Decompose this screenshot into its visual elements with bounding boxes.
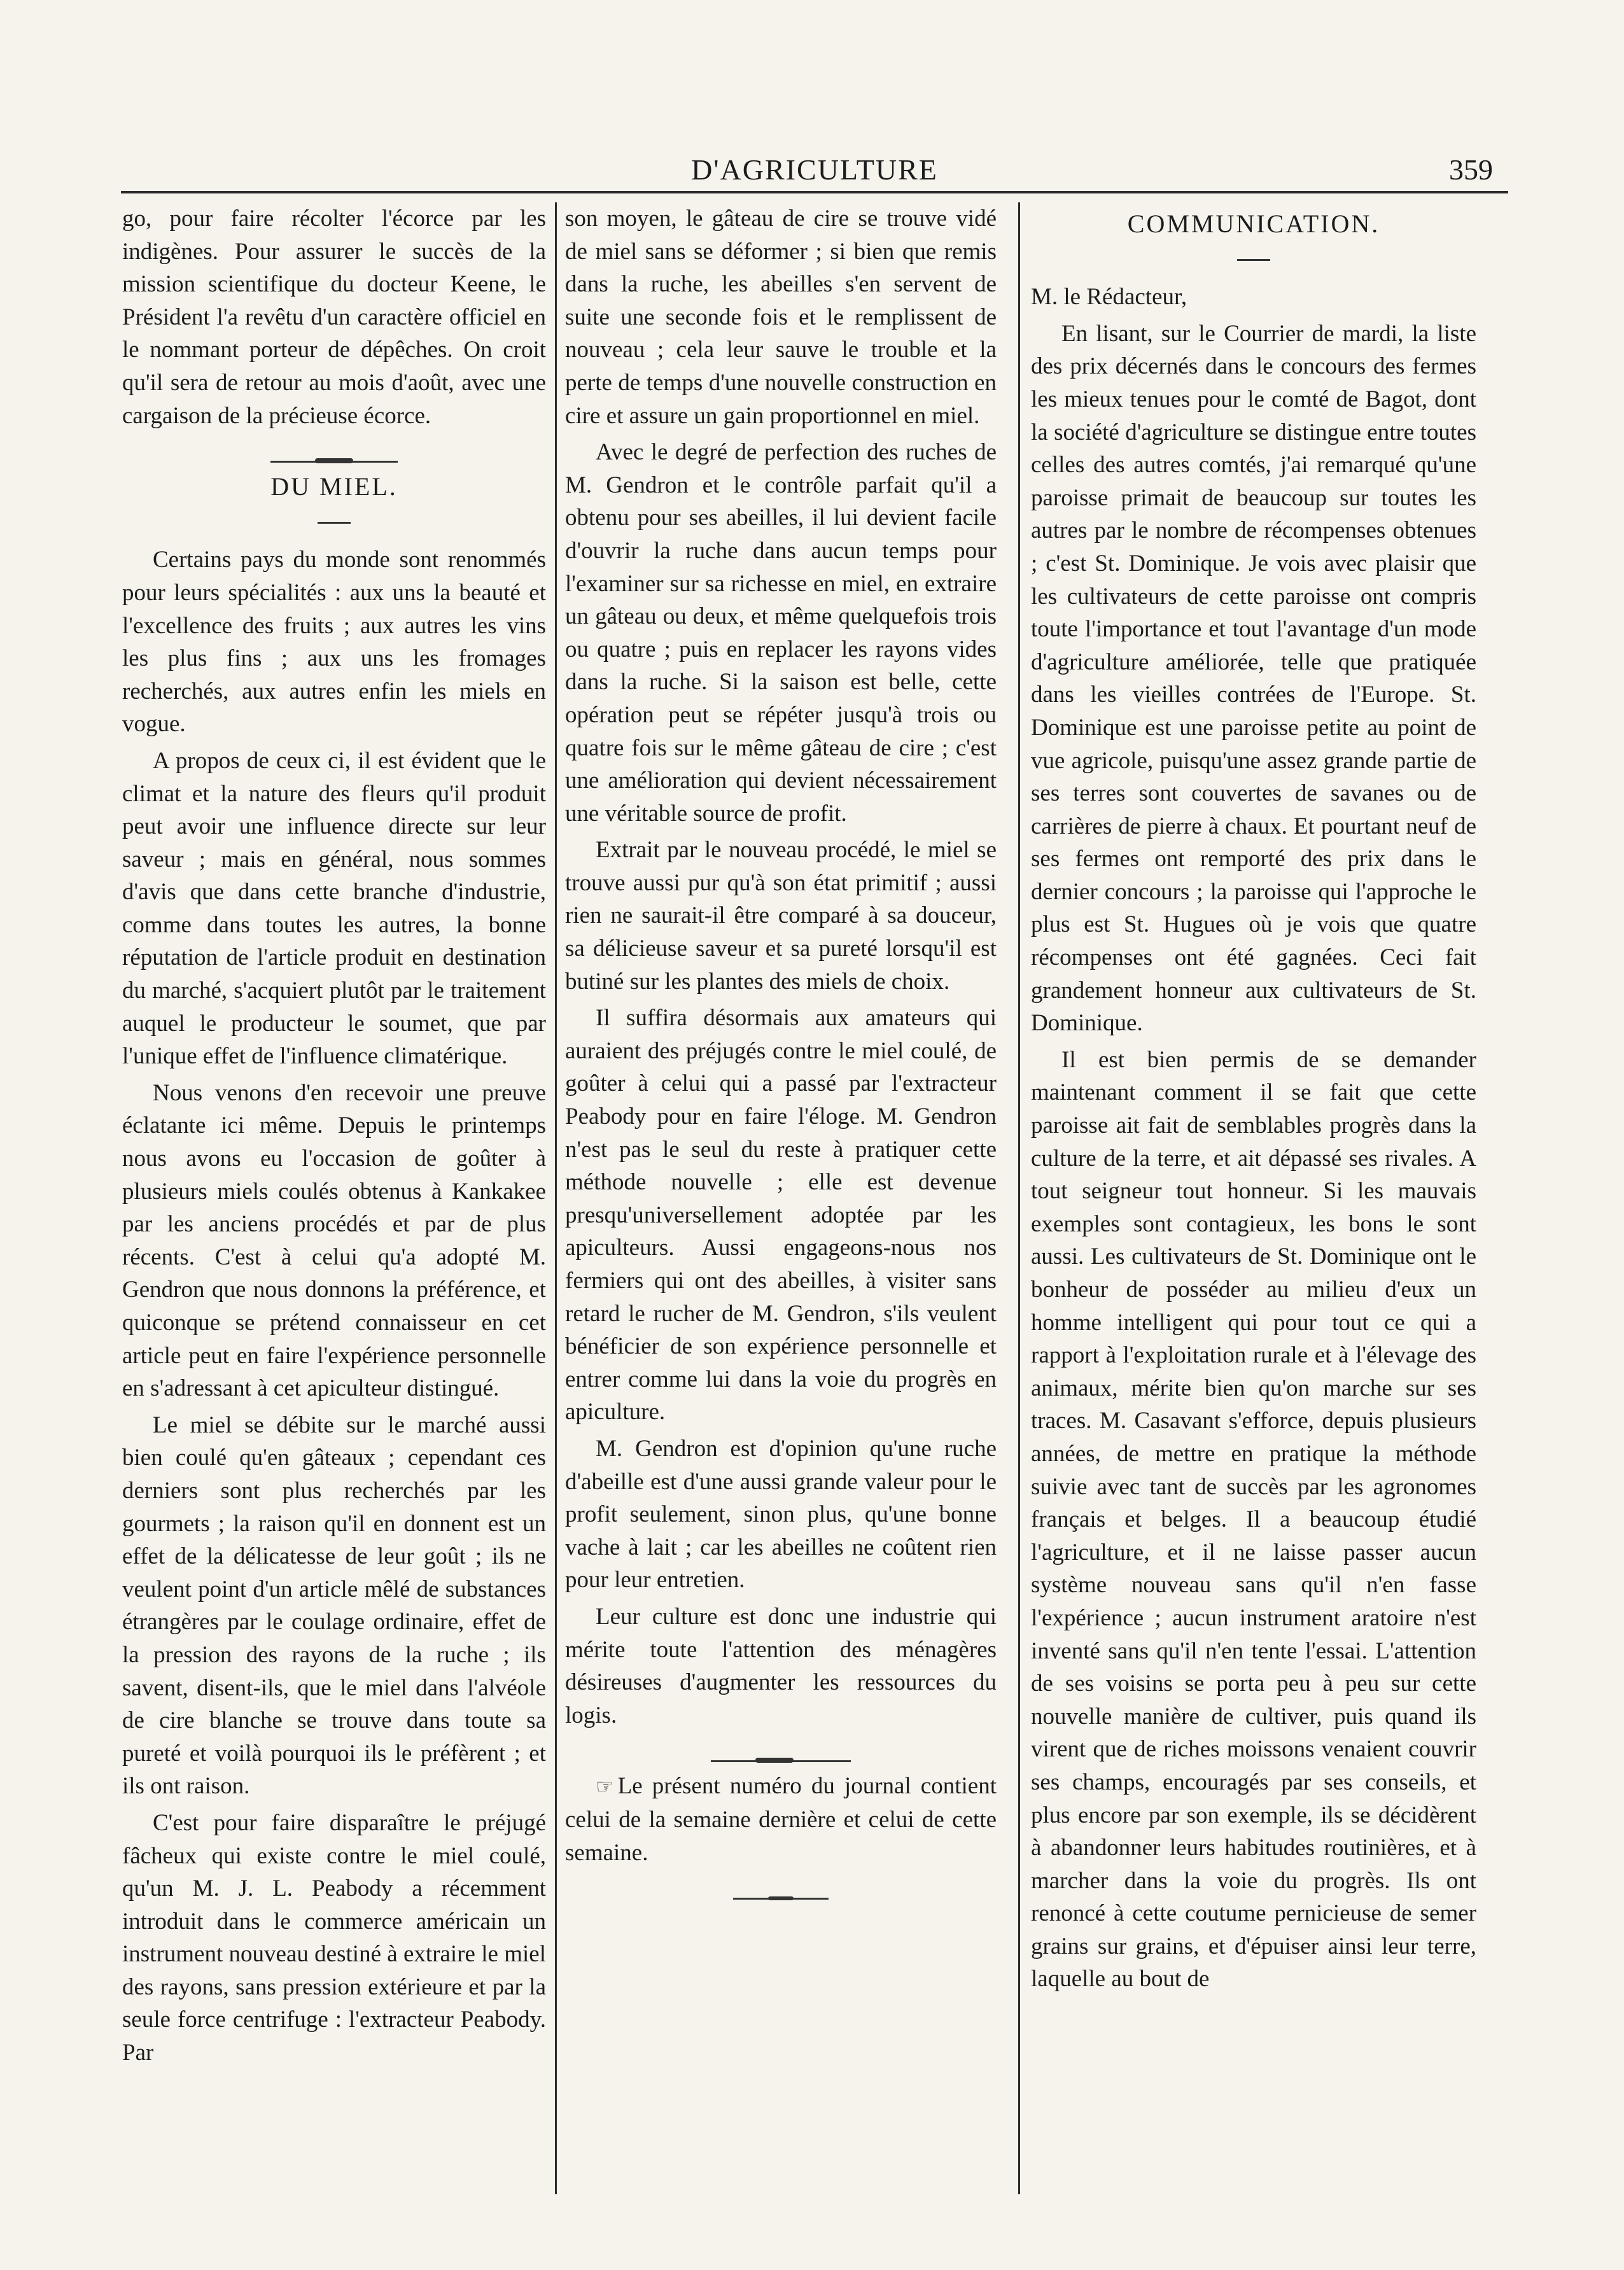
closing-ornament bbox=[565, 1881, 997, 1893]
column-2 bbox=[565, 202, 997, 1907]
running-title: D'AGRICULTURE bbox=[691, 153, 938, 186]
column-divider-2 bbox=[1018, 202, 1020, 2194]
paragraph: Certains pays du monde sont renommés pour leurs spécialités : aux uns la beauté et l'excellence des fruits ; aux autres les vins les plus fins ; aux uns les fromages recherchés, aux autres enfin les miels en vogue. bbox=[122, 547, 546, 738]
paragraph: A propos de ceux ci, il est évident que le climat et la nature des fleurs qu'il produit peut avoir une influence directe sur leur saveur ; mais en général, nous sommes d'avis que dans cette branche d'industrie, comme dans toutes les autres, la bonne réputation de l'article produit en destination du marché, s'acquiert plutôt par le traitement auquel le producteur le soumet, que par l'unique effet de l'influence climatérique. bbox=[122, 747, 546, 1070]
paragraph: Leur culture est donc une industrie qui mérite toute l'attention des ménagères désireuses d'augmenter les ressources du logis. bbox=[565, 1603, 997, 1728]
column-3 bbox=[1031, 202, 1476, 2000]
header-rule bbox=[121, 191, 1508, 193]
paragraph: Nous venons d'en recevoir une preuve éclatante ici même. Depuis le printemps nous avons eu l'occasion de goûter à plusieurs miels coulés obtenus à Kankakee par les anciens procédés et par de plus récents. C'est à celui qu'a adopté M. Gendron que nous donnons la préférence, et quiconque se prétend connaisseur en cet article peut en faire l'expérience personnelle en s'adressant à cet apiculteur distingué. bbox=[122, 1079, 546, 1402]
paragraph: Extrait par le nouveau procédé, le miel se trouve aussi pur qu'à son état primitif ; aussi rien ne saurait-il être comparé à sa douceur, sa délicieuse saveur et sa pureté lorsqu'il est butiné sur les plantes des miels de choix. bbox=[565, 837, 997, 995]
editorial-note-text: Le présent numéro du journal contient celui de la semaine dernière et celui de cette semaine. bbox=[565, 1773, 997, 1866]
heading-dash bbox=[1031, 242, 1476, 275]
paragraph: M. Gendron est d'opinion qu'une ruche d'abeille est d'une aussi grande valeur pour le profit seulement, sinon plus, qu'une bonne vache à lait ; car les abeilles ne coûtent rien pour leur entretien. bbox=[565, 1435, 997, 1594]
article-heading-du-miel: DU MIEL. bbox=[270, 472, 398, 501]
article-heading-communication: COMMUNICATION. bbox=[1127, 209, 1380, 238]
pointing-hand-icon: ☞ bbox=[596, 1774, 614, 1799]
column-1 bbox=[122, 202, 546, 2073]
salutation: M. le Rédacteur, bbox=[1031, 284, 1187, 311]
paragraph: Il suffira désormais aux amateurs qui auraient des préjugés contre le miel coulé, de goûter à celui qui a passé par l'extracteur Peabody pour en faire l'éloge. M. Gendron n'est pas le seul du reste à pratiquer cette méthode nouvelle ; elle est devenue presqu'universellement adoptée par les apiculteurs. Aussi engageons-nous nos fermiers qui ont des abeilles, à visiter sans retard le rucher de M. Gendron, s'ils veulent bénéficier de son expérience personnelle et entrer comme lui dans la voie du progrès en apiculture. bbox=[565, 1005, 997, 1426]
editorial-note bbox=[565, 1770, 997, 1869]
page-number: 359 bbox=[1449, 153, 1493, 186]
continued-paragraph: go, pour faire récolter l'écorce par les indigènes. Pour assurer le succès de la mission scientifique du docteur Keene, le Président l'a revêtu d'un caractère officiel en le nommant porteur de dépêches. On croit qu'il sera de retour au mois d'août, avec une cargaison de la précieuse écorce. bbox=[122, 206, 546, 429]
continued-paragraph: son moyen, le gâteau de cire se trouve vidé de miel sans se déformer ; si bien que remis dans la ruche, les abeilles s'en servent de suite une seconde fois et le remplissent de nouveau ; cela leur sauve le trouble et la perte de temps d'une nouvelle construction en cire et assure un gain proportionnel en miel. bbox=[565, 206, 997, 429]
page-header bbox=[121, 145, 1508, 190]
heading-dash bbox=[122, 505, 546, 538]
paragraph: En lisant, sur le Courrier de mardi, la liste des prix décernés dans le concours des fermes les mieux tenues pour le comté de Bagot, dont la société d'agriculture se distingue entre toutes celles des autres comtés, j'ai remarqué qu'une paroisse primait de beaucoup sur toutes les autres par le nombre de récompenses obtenues ; c'est St. Dominique. Je vois avec plaisir que les cultivateurs de cette paroisse ont compris toute l'importance et tout l'avantage d'un mode d'agriculture améliorée, telle que pratiquée dans les vieilles contrées de l'Europe. St. Dominique est une paroisse petite au point de vue agricole, puisqu'une assez grande partie de ses terres sont couvertes de savanes ou de carrières de pierre à chaux. Et pourtant neuf de ses fermes ont remporté des prix dans le dernier concours ; la paroisse qui l'approche le plus est St. Hugues où je vois que quatre récompenses ont été gagnées. Ceci fait grandement honneur aux cultivateurs de St. Dominique. bbox=[1031, 320, 1476, 1037]
section-ornament bbox=[122, 444, 546, 456]
section-ornament bbox=[565, 1743, 997, 1756]
paragraph: Il est bien permis de se demander maintenant comment il se fait que cette paroisse ait fait de semblables progrès dans la culture de la terre, et ait dépassé ses rivales. A tout seigneur tout honneur. Si les mauvais exemples sont contagieux, les bons le sont aussi. Les cultivateurs de St. Dominique ont le bonheur de posséder au milieu d'eux un homme intelligent qui pour tout ce qui a rapport à l'exploitation rurale et à l'élevage des animaux, mérite bien qu'on marche sur ses traces. M. Casavant s'efforce, depuis plusieurs années, de mettre en pratique la méthode suivie avec tant de succès par les agronomes français et belges. Il a beaucoup étudié l'agriculture, et il ne laisse passer aucun système nouveau sans qu'il n'en fasse l'expérience ; aucun instrument aratoire n'est inventé sans qu'il n'en tente l'essai. L'attention de ses voisins se porta peu à peu sur cette nouvelle manière de cultiver, puis quand ils virent que de riches moissons venaient couvrir ses champs, encouragés par ses conseils, et plus encore par son exemple, ils se décidèrent à abandonner leurs habitudes routinières, et à marcher dans la voie du progrès. Ils ont renoncé à cette coutume pernicieuse de semer grains sur grains, et d'épuiser ainsi leur terre, laquelle au bout de bbox=[1031, 1046, 1476, 1993]
paragraph: C'est pour faire disparaître le préjugé fâcheux qui existe contre le miel coulé, qu'un M. J. L. Peabody a récemment introduit dans le commerce américain un instrument nouveau destiné à extraire le miel des rayons, sans pression extérieure et par la seule force centrifuge : l'extracteur Peabody. Par bbox=[122, 1809, 546, 2066]
paragraph: Avec le degré de perfection des ruches de M. Gendron et le contrôle parfait qu'il a obtenu pour ses abeilles, il lui devient facile d'ouvrir la ruche dans aucun temps pour l'examiner sur sa richesse en miel, en extraire un gâteau ou deux, et même quelquefois trois ou quatre ; puis en replacer les rayons vides dans la ruche. Si la saison est belle, cette opération peut se répéter jusqu'à trois ou quatre fois sur le même gâteau de cire ; c'est une amélioration qui devient nécessairement une véritable source de profit. bbox=[565, 439, 997, 827]
paragraph: Le miel se débite sur le marché aussi bien coulé qu'en gâteaux ; cependant ces derniers sont plus recherchés par les gourmets ; la raison qu'il en donnent est un effet de la délicatesse de leur goût ; ils ne veulent point d'un article mêlé de substances étrangères par le coulage ordinaire, effet de la pression des rayons de la ruche ; ils savent, disent-ils, que le miel dans l'alvéole de cire blanche se trouve dans toute sa pureté et voilà pourquoi ils le préfèrent ; et ils ont raison. bbox=[122, 1412, 546, 1800]
column-divider-1 bbox=[555, 202, 557, 2194]
